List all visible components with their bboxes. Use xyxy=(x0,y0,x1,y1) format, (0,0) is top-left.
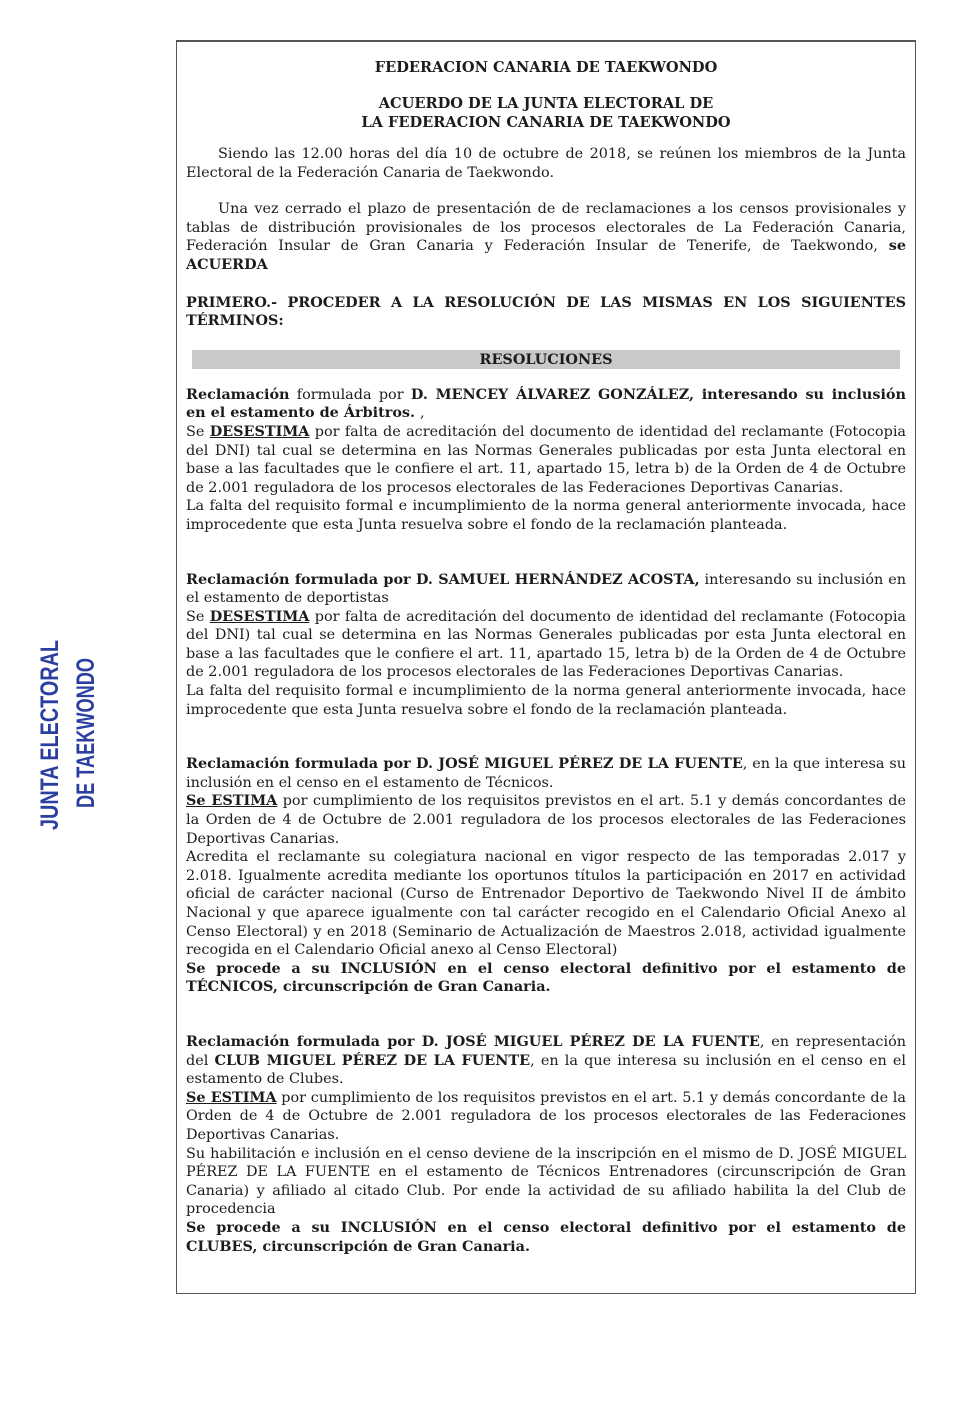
intro-paragraph: Siendo las 12.00 horas del día 10 de octubre de 2018, se reúnen los miembros de la Junta Electoral de la Federación Canaria de Taekwondo. xyxy=(186,146,906,181)
resolution-3-body xyxy=(186,792,906,848)
claim-lead: Reclamación formulada por D. JOSÉ MIGUEL PÉREZ DE LA FUENTE xyxy=(186,755,743,773)
claim-lead-normal: formulada por xyxy=(289,386,411,403)
federation-heading: FEDERACION CANARIA DE TAEKWONDO xyxy=(374,59,718,76)
claim-lead-normal-2: , en la que interesa su inclusión en el censo en el estamento de Clubes. xyxy=(186,1052,907,1088)
claim-lead: Reclamación xyxy=(186,385,290,403)
resolution-1-note: La falta del requisito formal e incumplimiento de la norma general anteriormente invocada, hace improcedente que esta Junta resuelva sobre el fondo de la reclamación planteada. xyxy=(186,498,906,533)
document-content xyxy=(186,58,906,1256)
junta-electoral-stamp xyxy=(30,640,116,830)
stamp-line1: JUNTA ELECTORAL xyxy=(36,640,64,830)
resolution-1-body xyxy=(186,423,906,497)
resoluciones-band: RESOLUCIONES xyxy=(192,350,900,369)
resolution-4-evidence: Su habilitación e inclusión en el censo deviene de la inscripción en el mismo de D. JOSÉ MIGUEL PÉREZ DE LA FUENTE en el estamento de Técnicos Entrenadores (circunscripción de Gran Canaria) y afiliado al citado Club. Por ende la actividad de su afiliado habilita la del Club de procedencia xyxy=(186,1145,906,1218)
verdict-estima: Se ESTIMA xyxy=(186,792,278,810)
se-text: Se xyxy=(186,423,210,440)
claim-lead: Reclamación formulada por D. SAMUEL HERNÁNDEZ ACOSTA, xyxy=(186,570,700,588)
agreement-title-line2: LA FEDERACION CANARIA DE TAEKWONDO xyxy=(361,114,731,131)
agreement-title-line1: ACUERDO DE LA JUNTA ELECTORAL DE xyxy=(378,95,714,112)
claim-trail: , xyxy=(420,405,425,422)
resolution-1 xyxy=(186,386,906,535)
claim-lead-normal: interesando su inclusión en el estamento de deportistas xyxy=(186,571,906,607)
resolution-2-claim xyxy=(186,571,906,608)
resolution-4 xyxy=(186,1033,906,1256)
resolution-2 xyxy=(186,571,906,720)
closing-text: Una vez cerrado el plazo de presentación de de reclamaciones a los censos provisionales y tablas de distribución provisionales de los procesos electorales de La Federación Canaria, Federación Insular de Gran Canaria y Federación Insular de Tenerife, de Taekwondo, xyxy=(186,201,906,255)
resolution-4-claim xyxy=(186,1033,906,1089)
resolution-3-reason: por cumplimiento de los requisitos previstos en el art. 5.1 y demás concordantes de la Orden de 4 de Octubre de 2.001 reguladora de los procesos electorales de las Federaciones Deportivas Canarias. xyxy=(186,793,906,847)
claim-lead-normal: , en representación del xyxy=(186,1033,906,1069)
se-text: Se xyxy=(186,608,210,625)
claim-lead-normal: , en la que interesa su inclusión en el censo en el estamento de Técnicos. xyxy=(186,756,907,791)
resolution-4-body xyxy=(186,1089,906,1145)
resolution-3-conclusion: Se procede a su INCLUSIÓN en el censo electoral definitivo por el estamento de TÉCNICOS, circunscripción de Gran Canaria. xyxy=(186,959,906,996)
resolution-2-body xyxy=(186,608,906,682)
primero-clause: PRIMERO.- PROCEDER A LA RESOLUCIÓN DE LAS MISMAS EN LOS SIGUIENTES TÉRMINOS: xyxy=(186,293,906,330)
claim-lead: Reclamación formulada por D. JOSÉ MIGUEL PÉREZ DE LA FUENTE xyxy=(186,1032,760,1050)
verdict-desestima: DESESTIMA xyxy=(209,607,310,625)
resolution-1-claim xyxy=(186,386,906,423)
resolution-4-conclusion: Se procede a su INCLUSIÓN en el censo electoral definitivo por el estamento de CLUBES, circunscripción de Gran Canaria. xyxy=(186,1218,906,1255)
club-name: CLUB MIGUEL PÉREZ DE LA FUENTE xyxy=(214,1051,531,1069)
stamp-line2: DE TAEKWONDO xyxy=(72,640,100,808)
verdict-desestima: DESESTIMA xyxy=(209,422,310,440)
verdict-estima: Se ESTIMA xyxy=(186,1088,277,1106)
claim-subject: D. MENCEY ÁLVAREZ GONZÁLEZ, interesando su inclusión en el estamento de Árbitros. xyxy=(186,385,906,422)
acuerda-text: se ACUERDA xyxy=(186,237,906,273)
resolution-2-reason: por falta de acreditación del documento de identidad del reclamante (Fotocopia del DNI) tal cual se determina en las Normas Generales publicadas por esta Junta electoral en base a las facultades que le confiere el art. 11, apartado 15, letra b) de la Orden de 4 de Octubre de 2.001 reguladora de los procesos electorales de las Federaciones Deportivas Canarias. xyxy=(186,608,906,681)
resolution-3-claim xyxy=(186,755,906,792)
closing-paragraph xyxy=(186,200,906,274)
stamp-graphic xyxy=(30,640,116,830)
resolution-3-evidence: Acredita el reclamante su colegiatura nacional en vigor respecto de las temporadas 2.017 y 2.018. Igualmente acredita mediante los oportunos títulos la participación en 2017 en actividad oficial de carácter nacional (Curso de Entrenador Deportivo de Taekwondo Nivel II de ámbito Nacional y que aparece igualmente con tal carácter recogido en el Calendario Oficial Anexo al Censo Electoral) y en 2018 (Seminario de Actualización de Maestros 2.018, actividad igualmente recogida en el Calendario Oficial anexo al Censo Electoral) xyxy=(186,849,906,959)
resolution-2-note: La falta del requisito formal e incumplimiento de la norma general anteriormente invocada, hace improcedente que esta Junta resuelva sobre el fondo de la reclamación planteada. xyxy=(186,683,906,718)
resolution-1-reason: por falta de acreditación del documento de identidad del reclamante (Fotocopia del DNI) tal cual se determina en las Normas Generales publicadas por esta Junta electoral en base a las facultades que le confiere el art. 11, apartado 15, letra b) de la Orden de 4 de Octubre de 2.001 reguladora de los procesos electorales de las Federaciones Deportivas Canarias. xyxy=(186,423,906,496)
resolution-4-reason: por cumplimiento de los requisitos previstos en el art. 5.1 y demás concordante de la Orden de 4 de Octubre de 2.001 reguladora de los procesos electorales de las Federaciones Deportivas Canarias. xyxy=(186,1089,906,1143)
resolution-3 xyxy=(186,755,906,997)
